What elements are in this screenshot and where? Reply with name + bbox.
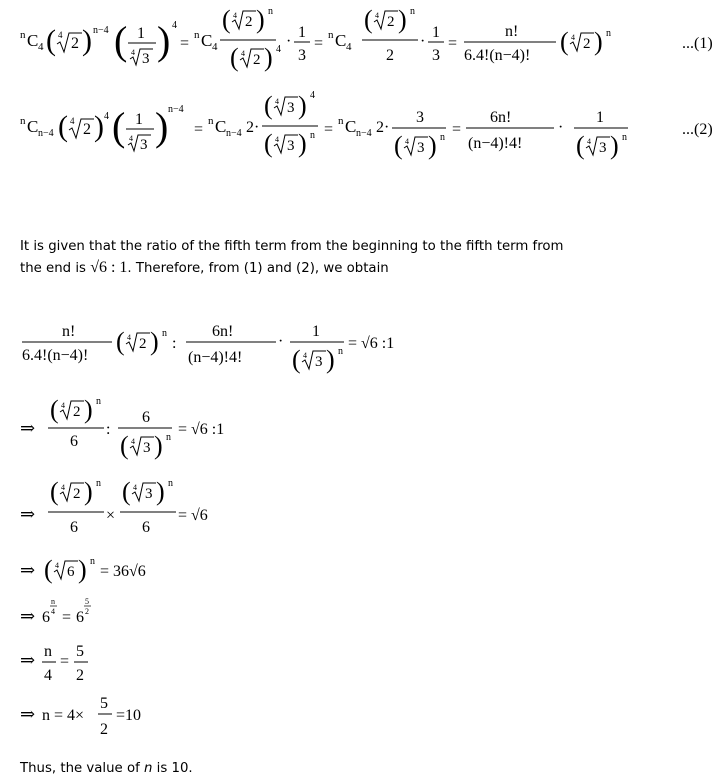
svg-text:4: 4 [44, 667, 52, 684]
prose-line-2 [20, 257, 389, 279]
svg-text:⇒: ⇒ [20, 504, 36, 524]
svg-text:n: n [194, 29, 200, 41]
equation-2 [0, 86, 728, 186]
svg-text:C: C [345, 117, 357, 136]
svg-text:3: 3 [416, 109, 424, 126]
svg-text:n: n [328, 29, 334, 41]
eq2-tag: ...(2) [682, 121, 713, 138]
svg-text:2: 2 [583, 36, 591, 52]
eq1-exp-nm4: n−4 [93, 25, 109, 36]
svg-text:4: 4 [346, 41, 352, 53]
step-3 [0, 476, 728, 556]
eq1-root3-index: 4 [131, 48, 135, 57]
svg-text:): ) [94, 110, 104, 143]
equation-1 [0, 0, 728, 80]
svg-text:2: 2 [73, 486, 81, 502]
svg-text:n: n [208, 115, 214, 127]
svg-text:(: ( [120, 431, 129, 460]
svg-text:·: · [420, 33, 426, 50]
svg-text:(: ( [112, 104, 126, 149]
svg-text:6: 6 [76, 609, 84, 626]
svg-text:4: 4 [303, 351, 307, 360]
svg-text:3: 3 [140, 137, 148, 153]
svg-text:4: 4 [51, 607, 55, 616]
svg-text:= √6: = √6 [178, 507, 208, 524]
svg-text:): ) [610, 131, 619, 160]
svg-text:(: ( [58, 110, 68, 143]
svg-text:2: 2 [386, 47, 394, 64]
svg-text:): ) [428, 131, 437, 160]
svg-text:n−4: n−4 [38, 128, 54, 139]
svg-text:6.4!(n−4)!: 6.4!(n−4)! [464, 47, 531, 64]
svg-text:2: 2 [253, 52, 261, 68]
svg-text:n: n [440, 132, 445, 143]
svg-text:3: 3 [287, 100, 295, 116]
svg-text:6n!: 6n! [212, 323, 234, 340]
svg-text:⇒: ⇒ [20, 560, 36, 580]
svg-text:2: 2 [245, 14, 253, 30]
svg-text:⇒: ⇒ [20, 650, 36, 670]
svg-text:(: ( [364, 5, 373, 34]
eq1-paren-close-2: ) [157, 18, 171, 63]
svg-text:1: 1 [432, 24, 440, 41]
svg-text:4: 4 [104, 111, 109, 122]
svg-text:4: 4 [375, 11, 379, 20]
svg-text:6.4!(n−4)!: 6.4!(n−4)! [22, 347, 89, 364]
eq1-C: C [27, 31, 39, 50]
svg-text:4: 4 [405, 137, 409, 146]
svg-text:4: 4 [127, 333, 131, 342]
prose-line-2b: . Therefore, from (1) and (2), we obtain [127, 261, 389, 276]
prose-line-1: It is given that the ratio of the fifth term from the beginning to the fifth term from [20, 239, 564, 254]
svg-text:1: 1 [135, 111, 143, 128]
svg-text:n: n [96, 396, 101, 407]
svg-text:(: ( [122, 477, 131, 506]
svg-text:= √6 :1: = √6 :1 [348, 335, 395, 352]
svg-text:1: 1 [596, 109, 604, 126]
svg-text:5: 5 [85, 597, 89, 606]
svg-text:C: C [215, 117, 227, 136]
svg-text:n: n [51, 597, 55, 606]
svg-text:n: n [90, 556, 95, 567]
svg-text:6: 6 [70, 519, 78, 536]
svg-text:): ) [150, 327, 159, 356]
svg-text:4: 4 [275, 135, 279, 144]
svg-text:C: C [27, 117, 39, 136]
svg-text:4: 4 [276, 44, 281, 55]
svg-text:n: n [622, 132, 627, 143]
step-2 [0, 396, 728, 476]
svg-text:(: ( [394, 131, 403, 160]
eq1-exp-4: 4 [172, 20, 177, 31]
svg-text:n = 4×: n = 4× [42, 707, 85, 724]
svg-text:): ) [298, 91, 307, 120]
svg-text:5: 5 [100, 695, 108, 712]
svg-text:4: 4 [587, 137, 591, 146]
svg-text:C: C [201, 31, 213, 50]
svg-text:4: 4 [241, 49, 245, 58]
svg-text:): ) [264, 43, 273, 72]
prose-line-2a: the end is [20, 261, 91, 276]
svg-text:2: 2 [387, 14, 395, 30]
svg-text:(: ( [50, 396, 59, 424]
step-7 [0, 688, 728, 744]
svg-text:): ) [84, 396, 93, 424]
svg-text:3: 3 [287, 138, 295, 154]
svg-text:n: n [606, 28, 611, 39]
step-6 [0, 636, 728, 692]
svg-text:×: × [106, 507, 116, 524]
svg-text:4: 4 [310, 90, 315, 101]
svg-text:4: 4 [131, 437, 135, 446]
svg-text:(: ( [264, 91, 273, 120]
svg-text:(: ( [576, 131, 585, 160]
svg-text:(n−4)!4!: (n−4)!4! [188, 349, 243, 366]
ratio-expression: √6 : 1 [90, 259, 128, 276]
svg-text:): ) [594, 27, 603, 56]
svg-text:=: = [60, 653, 70, 670]
svg-text:3: 3 [432, 47, 440, 64]
svg-text:·: · [558, 119, 564, 136]
svg-text::: : [172, 335, 177, 352]
svg-text:·: · [278, 333, 284, 350]
svg-text:3: 3 [143, 440, 151, 456]
svg-text:4: 4 [275, 97, 279, 106]
svg-text:(: ( [292, 345, 301, 374]
svg-text:2: 2 [83, 121, 91, 138]
svg-text:n: n [168, 478, 173, 489]
conclusion-pre: Thus, the value of [20, 761, 144, 776]
svg-text:n: n [20, 115, 26, 127]
svg-text:3: 3 [417, 140, 425, 156]
svg-text:n: n [166, 432, 171, 443]
svg-text:(: ( [222, 5, 231, 34]
svg-text:2·: 2· [376, 119, 390, 136]
svg-text:n: n [44, 643, 52, 660]
svg-text:=10: =10 [116, 707, 142, 724]
svg-text:1: 1 [312, 323, 320, 340]
svg-text:4: 4 [70, 116, 75, 126]
eq1-radicand-3: 3 [142, 51, 150, 67]
svg-text:): ) [326, 345, 335, 374]
svg-text:3: 3 [298, 47, 306, 64]
svg-text:⇒: ⇒ [20, 418, 36, 438]
step-4 [0, 548, 728, 592]
svg-text:6: 6 [67, 564, 75, 580]
svg-text:n: n [310, 130, 315, 141]
eq1-paren-open-2: ( [114, 18, 128, 63]
svg-text:= √6 :1: = √6 :1 [178, 421, 225, 438]
svg-text:(: ( [44, 555, 53, 584]
svg-text:3: 3 [145, 486, 153, 502]
svg-text:4: 4 [61, 483, 65, 492]
svg-text:⇒: ⇒ [20, 704, 36, 724]
eq1-paren-close: ) [82, 24, 92, 57]
svg-text:2·: 2· [246, 119, 260, 136]
svg-text:): ) [154, 431, 163, 460]
svg-text:C: C [335, 31, 347, 50]
svg-text:= 36√6: = 36√6 [100, 563, 146, 580]
svg-text:6: 6 [70, 433, 78, 450]
svg-text:4: 4 [55, 561, 59, 570]
svg-text:n: n [410, 6, 415, 17]
svg-text:(: ( [560, 27, 569, 56]
svg-text:1: 1 [298, 24, 306, 41]
svg-text:2: 2 [100, 721, 108, 738]
svg-text:=: = [448, 35, 458, 52]
svg-text:): ) [298, 129, 307, 158]
svg-text:(n−4)!4!: (n−4)!4! [468, 135, 523, 152]
svg-text:4: 4 [212, 41, 218, 53]
svg-text:4: 4 [571, 33, 575, 42]
svg-text:6: 6 [142, 519, 150, 536]
svg-text:=: = [314, 35, 324, 52]
svg-text:(: ( [50, 477, 59, 506]
svg-text:): ) [256, 5, 265, 34]
svg-text:2: 2 [73, 404, 81, 420]
conclusion-post: is 10. [152, 761, 193, 776]
conclusion-var: n [144, 761, 153, 776]
svg-text:n: n [268, 6, 273, 17]
svg-text:n: n [338, 115, 344, 127]
svg-text:4: 4 [233, 11, 237, 20]
eq1-paren-open: ( [46, 24, 56, 57]
svg-text:n: n [162, 328, 167, 339]
svg-text:(: ( [116, 327, 125, 356]
svg-text:5: 5 [76, 643, 84, 660]
step-5 [0, 592, 728, 636]
svg-text:=: = [194, 121, 204, 138]
svg-text:6: 6 [42, 609, 50, 626]
svg-text:2: 2 [76, 667, 84, 684]
svg-text:=: = [324, 121, 334, 138]
svg-text::: : [106, 421, 111, 438]
svg-text:6n!: 6n! [490, 109, 512, 126]
eq1-n-sup: n [20, 29, 26, 41]
svg-text:): ) [84, 477, 93, 506]
step-1 [0, 312, 728, 392]
svg-text:4: 4 [129, 134, 133, 143]
svg-text:3: 3 [599, 140, 607, 156]
svg-text:n−4: n−4 [226, 128, 242, 139]
eq1-4-sub: 4 [38, 41, 44, 53]
svg-text:2: 2 [85, 607, 89, 616]
svg-text:=: = [452, 121, 462, 138]
svg-text:·: · [286, 33, 292, 50]
svg-text:⇒: ⇒ [20, 606, 36, 626]
svg-text:4: 4 [61, 401, 65, 410]
eq1-root-index: 4 [58, 30, 63, 40]
svg-text:): ) [156, 477, 165, 506]
svg-text:2: 2 [139, 336, 147, 352]
svg-text:(: ( [230, 43, 239, 72]
eq1-radicand: 2 [71, 35, 79, 52]
eq1-frac-num: 1 [137, 25, 145, 42]
svg-text:n!: n! [505, 23, 519, 40]
eq1-eq-1: = [180, 35, 190, 52]
svg-text:): ) [155, 104, 169, 149]
eq1-tag: ...(1) [682, 35, 713, 52]
svg-text:=: = [62, 609, 72, 626]
svg-text:): ) [78, 555, 87, 584]
svg-text:n!: n! [62, 323, 76, 340]
svg-text:n−4: n−4 [356, 128, 372, 139]
svg-text:n: n [96, 478, 101, 489]
svg-text:n−4: n−4 [168, 104, 184, 115]
conclusion [20, 758, 193, 779]
svg-text:): ) [398, 5, 407, 34]
svg-text:(: ( [264, 129, 273, 158]
svg-text:6: 6 [142, 409, 150, 426]
svg-text:3: 3 [315, 354, 323, 370]
svg-text:4: 4 [133, 483, 137, 492]
svg-text:n: n [338, 346, 343, 357]
